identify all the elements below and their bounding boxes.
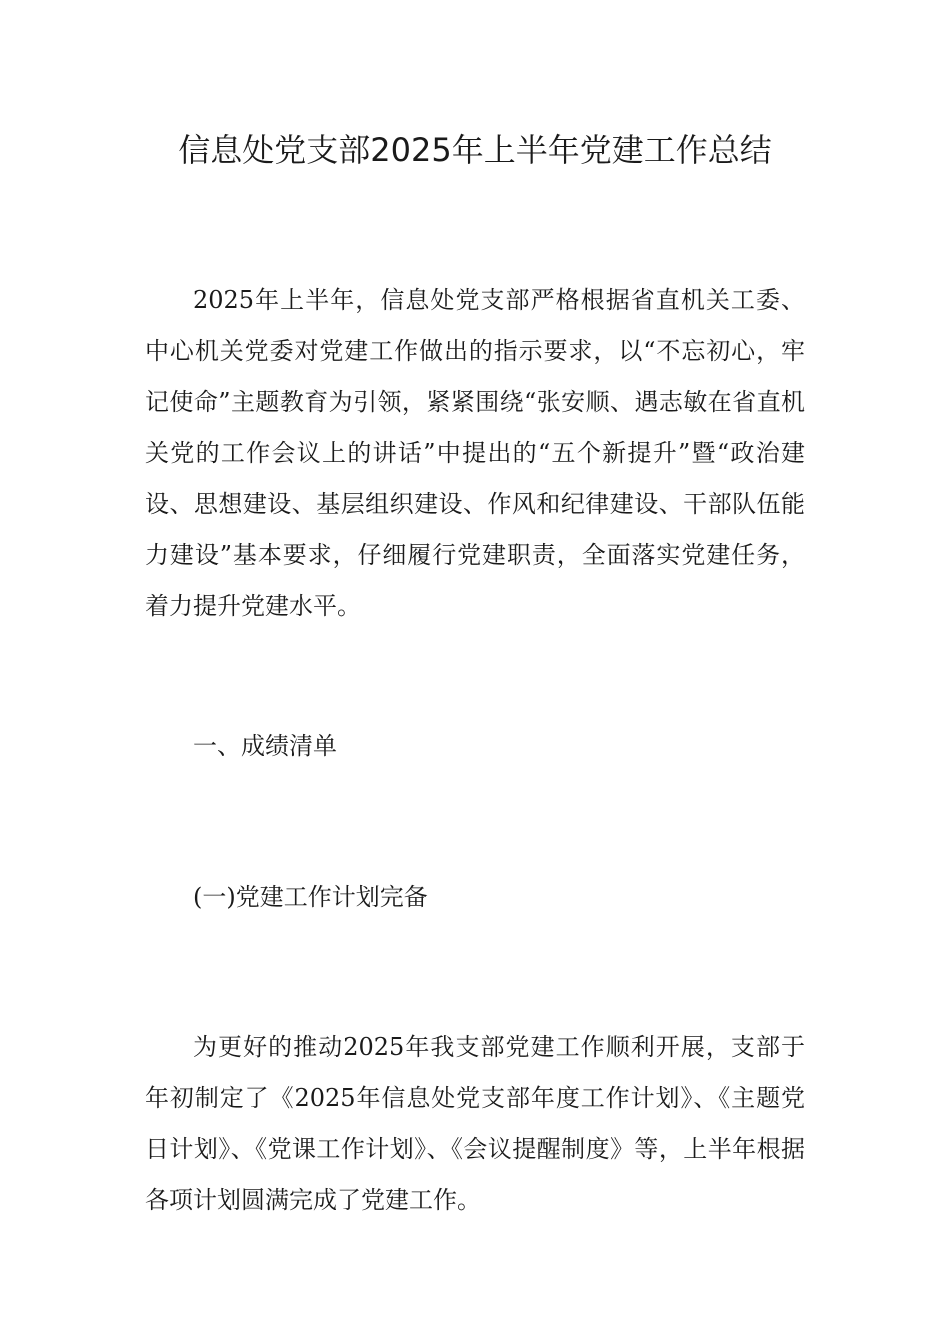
intro-paragraph: 2025年上半年，信息处党支部严格根据省直机关工委、中心机关党委对党建工作做出的指示要求，以“不忘初心，牢记使命”主题教育为引领，紧紧围绕“张安顺、遇志敏在省直机关党的工作会议上的讲话”中提出的“五个新提升”暨“政治建设、思想建设、基层组织建设、作风和纪律建设、干部队伍能力建设”基本要求，仔细履行党建职责，全面落实党建任务，着力提升党建水平。 bbox=[145, 286, 805, 620]
subsection-heading: (一)党建工作计划完备 bbox=[193, 883, 428, 911]
section-heading: 一、成绩清单 bbox=[193, 732, 337, 760]
body-paragraph: 为更好的推动2025年我支部党建工作顺利开展，支部于年初制定了《2025年信息处党支部年度工作计划》、《主题党日计划》、《党课工作计划》、《会议提醒制度》等，上半年根据各项计划圆满完成了党建工作。 bbox=[145, 1033, 805, 1214]
document-title: 信息处党支部2025年上半年党建工作总结 bbox=[178, 131, 772, 169]
